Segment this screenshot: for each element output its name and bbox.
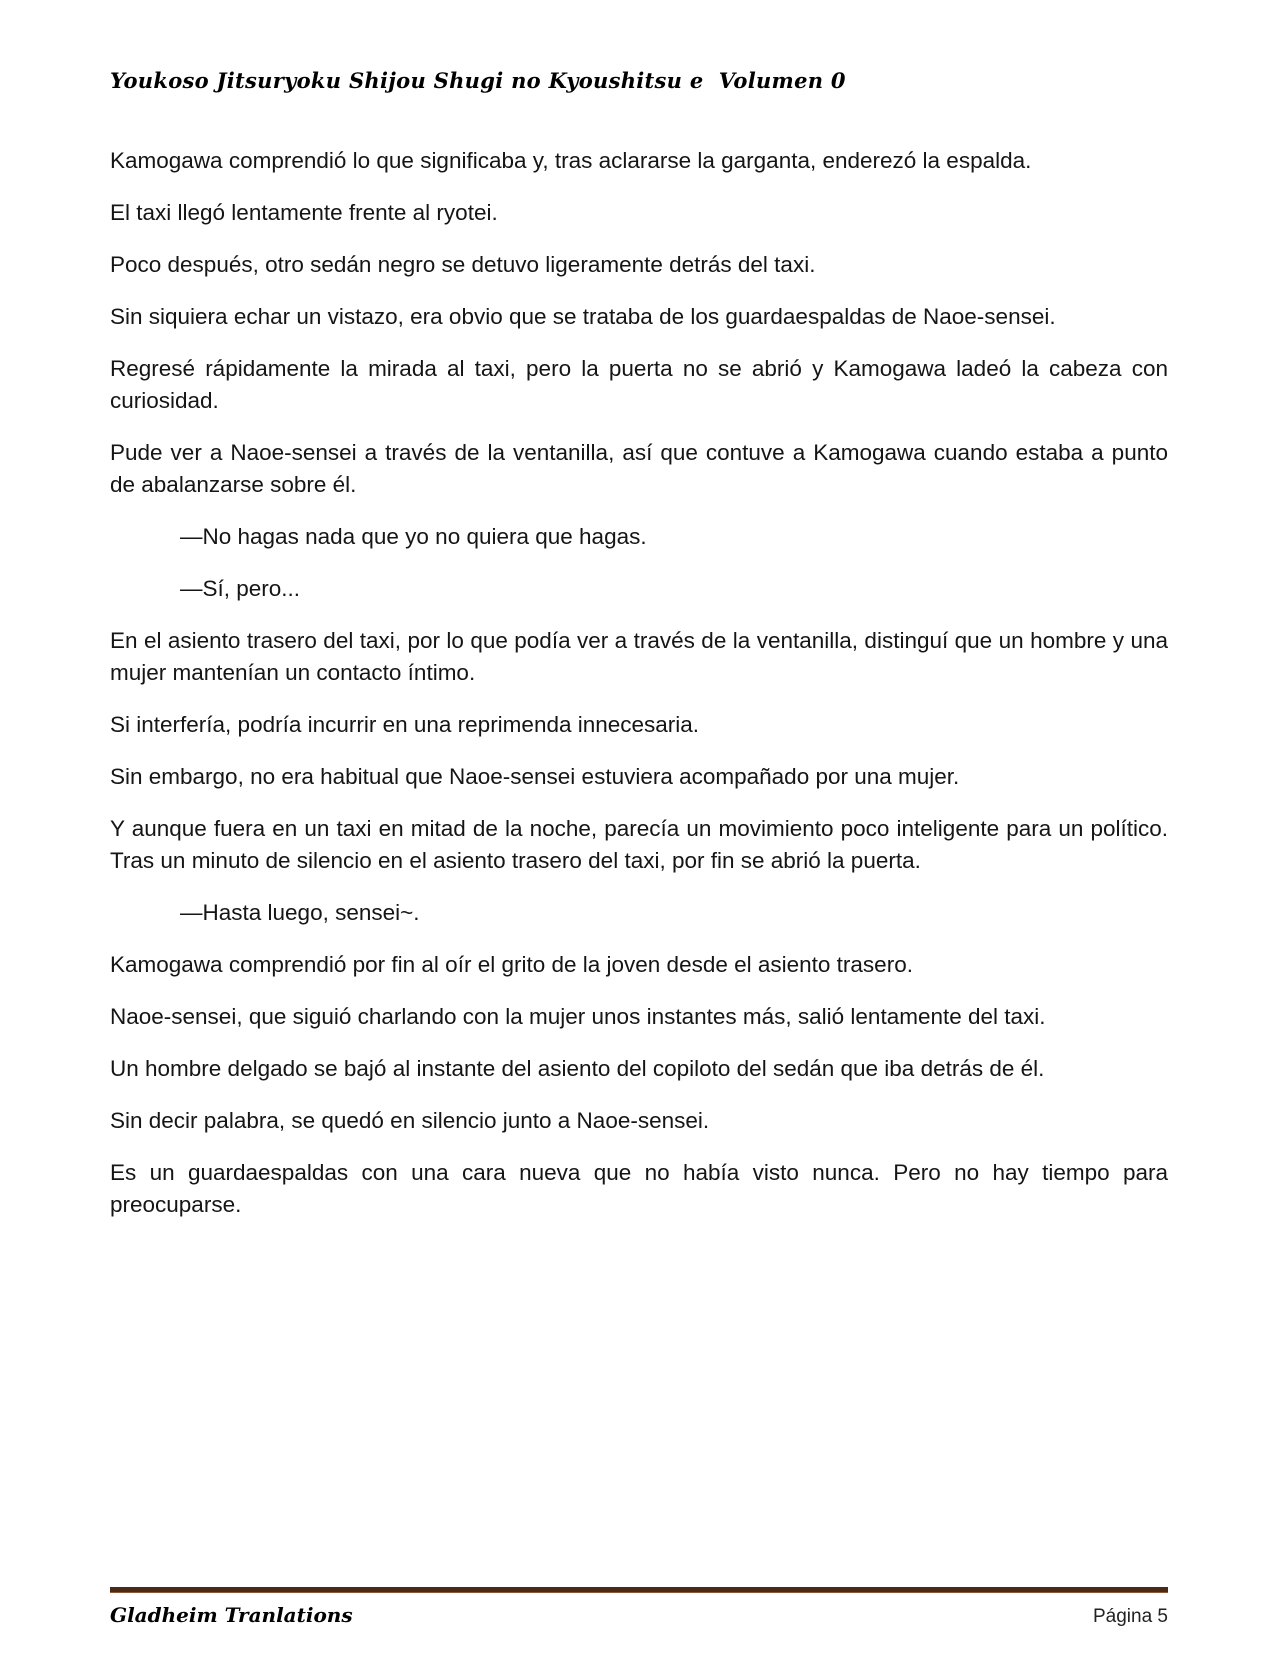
paragraph: Kamogawa comprendió por fin al oír el grito de la joven desde el asiento trasero. xyxy=(110,952,913,977)
page-footer xyxy=(110,1587,1168,1628)
paragraph: Sin siquiera echar un vistazo, era obvio que se trataba de los guardaespaldas de Naoe-sensei. xyxy=(110,304,1056,329)
paragraph: El taxi llegó lentamente frente al ryotei. xyxy=(110,200,498,225)
paragraph: Kamogawa comprendió lo que significaba y, tras aclararse la garganta, enderezó la espalda. xyxy=(110,148,1032,173)
footer-page-number: Página 5 xyxy=(1092,1606,1168,1627)
paragraph: Y aunque fuera en un taxi en mitad de la noche, parecía un movimiento poco inteligente para un político. Tras un minuto de silencio en el asiento trasero del taxi, por fin se abrió la puerta. xyxy=(110,816,1168,873)
paragraph: Un hombre delgado se bajó al instante del asiento del copiloto del sedán que iba detrás de él. xyxy=(110,1056,1045,1081)
footer-row xyxy=(110,1603,1168,1628)
dialogue-line: —Sí, pero... xyxy=(180,576,301,601)
paragraph: Si interfería, podría incurrir en una reprimenda innecesaria. xyxy=(110,712,700,737)
paragraph: Sin embargo, no era habitual que Naoe-sensei estuviera acompañado por una mujer. xyxy=(110,764,960,789)
paragraph: Poco después, otro sedán negro se detuvo ligeramente detrás del taxi. xyxy=(110,252,816,277)
page-header-title: Youkoso Jitsuryoku Shijou Shugi no Kyoushitsu e Volumen 0 xyxy=(110,68,846,93)
paragraph: Naoe-sensei, que siguió charlando con la mujer unos instantes más, salió lentamente del taxi. xyxy=(110,1004,1046,1029)
body-paragraphs xyxy=(110,145,1168,1221)
page-content xyxy=(110,68,1168,1241)
footer-divider xyxy=(110,1587,1168,1593)
paragraph: En el asiento trasero del taxi, por lo que podía ver a través de la ventanilla, distinguí que un hombre y una mujer mantenían un contacto íntimo. xyxy=(110,628,1168,685)
dialogue-line: —No hagas nada que yo no quiera que hagas. xyxy=(180,524,647,549)
footer-translator-credit: Gladheim Tranlations xyxy=(110,1603,353,1627)
paragraph: Sin decir palabra, se quedó en silencio junto a Naoe-sensei. xyxy=(110,1108,710,1133)
paragraph: Pude ver a Naoe-sensei a través de la ventanilla, así que contuve a Kamogawa cuando estaba a punto de abalanzarse sobre él. xyxy=(110,440,1168,497)
paragraph: Regresé rápidamente la mirada al taxi, pero la puerta no se abrió y Kamogawa ladeó la cabeza con curiosidad. xyxy=(110,356,1168,413)
paragraph: Es un guardaespaldas con una cara nueva que no había visto nunca. Pero no hay tiempo para preocuparse. xyxy=(110,1160,1168,1217)
dialogue-line: —Hasta luego, sensei~. xyxy=(180,900,420,925)
